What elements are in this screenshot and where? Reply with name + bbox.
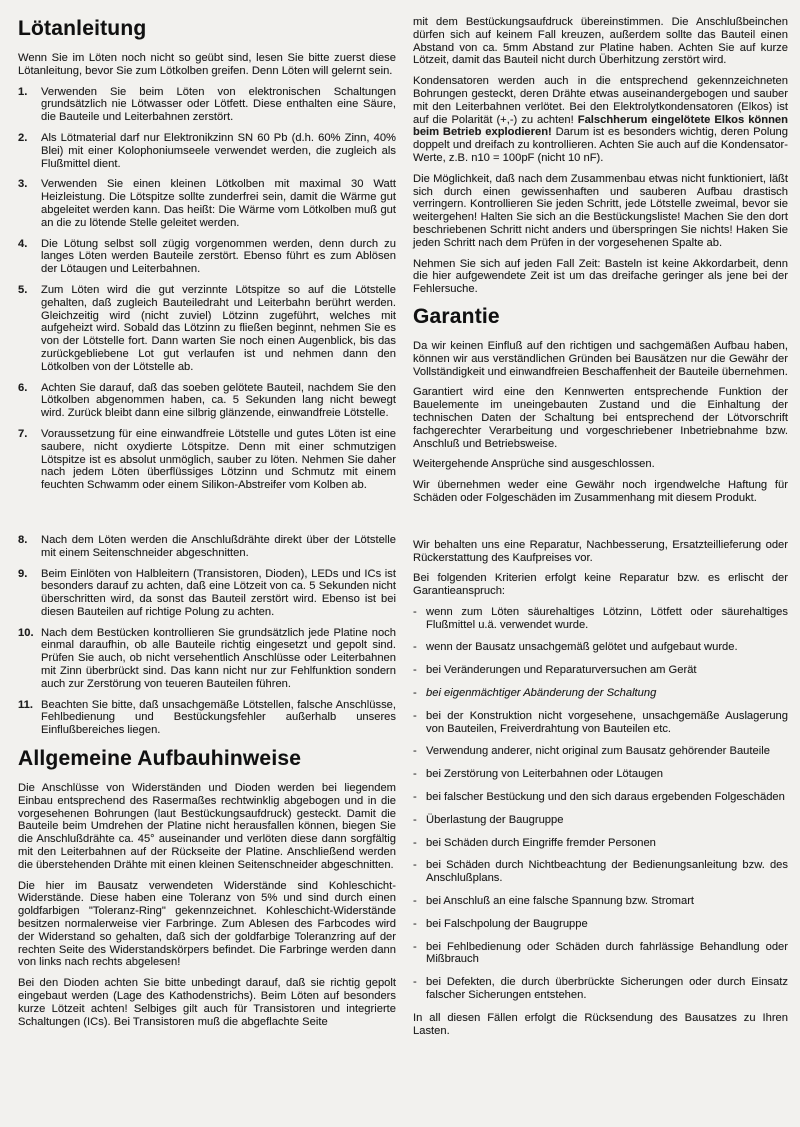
continuation-paragraph: mit dem Bestückungsaufdruck übereinstimmen. Die Anschlußbeinchen dürfen sich auf keinem Fall kreuzen, außerdem sollte das Bauteil einen Abstand von ca. 5mm Abstand zur Platine haben. Achten Sie auf kurze Lötzeit, damit das Bauteil nicht durch Überhitzung zerstört wird. bbox=[413, 16, 788, 67]
item-text: Zum Löten wird die gut verzinnte Lötspitze so auf die Lötstelle gehalten, daß zugleich Bauteiledraht und Leiterbahn berührt werden. Gleichzeitig wird (nicht zuviel) Lötzinn zugeführt, welches mit aufgeheizt wird. Sobald das Lötzinn zu fließen beginnt, nehmen Sie es von der Lötstelle fort. Dann warten Sie noch einen Augenblick, bis das zurückgebliebene Lot gut verlaufen ist und nehmen dann den Lötkolben von der Lötstelle ab. bbox=[41, 283, 396, 373]
dash-item bbox=[413, 895, 788, 908]
dash-item-text: bei der Konstruktion nicht vorgesehene, unsachgemäße Auslagerung von Bauteilen, Freiverdrahtung von Bauteilen etc. bbox=[426, 709, 788, 735]
dash-item-text: bei Schäden durch Eingriffe fremder Personen bbox=[426, 836, 656, 849]
left-column bbox=[18, 16, 396, 1045]
dash-item bbox=[413, 791, 788, 804]
text-segment: Kondensatoren werden auch in die entsprechend gekennzeichneten Bohrungen gesteckt, deren Drähte etwas auseinandergebogen und sauber mit den Leiterbahnen verlötet. Bei den Elektrolytkondensatoren (Elkos) ist auf die Polarität (+,-) zu achten! bbox=[413, 75, 788, 126]
kondensatoren-paragraph bbox=[413, 75, 788, 165]
soldering-steps-list-2 bbox=[18, 534, 396, 737]
bold-warning-text: Falschherum eingelötete Elkos können beim Betrieb explodieren! bbox=[413, 113, 788, 139]
closing-paragraph: In all diesen Fällen erfolgt die Rücksendung des Bausatzes zu Ihren Lasten. bbox=[413, 1011, 788, 1037]
item-text: Verwenden Sie beim Löten von elektronischen Schaltungen grundsätzlich nie Lötwasser oder Lötfett. Diese enthalten eine Säure, die Bauteile und Leiterbahnen zerstört. bbox=[41, 85, 396, 124]
dash-item-text: bei eigenmächtiger Abänderung der Schaltung bbox=[426, 687, 657, 700]
item-text: Achten Sie darauf, daß das soeben gelötete Bauteil, nachdem Sie den Lötkolben abgenommen haben, ca. 5 Sekunden lang nicht bewegt wird. Zurück bleibt dann eine silbrig glänzende, einwandfreie Lötstelle. bbox=[41, 381, 396, 420]
dash-item bbox=[413, 814, 788, 827]
dash-marker: - bbox=[413, 859, 417, 872]
dash-marker: - bbox=[413, 976, 417, 989]
moeglichkeit-paragraph: Die Möglichkeit, daß nach dem Zusammenbau etwas nicht funktioniert, läßt sich durch einen gewissenhaften und sauberen Aufbau drastisch verringern. Kontrollieren Sie jeden Schritt, jede Lötstelle zweimal, bevor sie weitergehen! Halten Sie sich an die Bestückungsliste! Machen Sie den dort beschriebenen Schritt nicht anders und überspringen Sie nichts! Haken Sie jeden Schritt nach dem Prüfen in der vorgesehenen Spalte ab. bbox=[413, 172, 788, 249]
dash-item bbox=[413, 710, 788, 736]
text-segment: Darum ist es besonders wichtig, deren Polung doppelt und dreifach zu kontrollieren. Achten Sie auch auf die Kondensator-Werte, z.B. n10 = 100pF (nicht 10 nF). bbox=[413, 126, 788, 164]
dash-marker: - bbox=[413, 836, 417, 849]
dash-item bbox=[413, 941, 788, 967]
item-text: Voraussetzung für eine einwandfreie Lötstelle und gutes Löten ist eine saubere, nicht oxydierte Lötspitze. Denn mit einer schmutzigen Lötspitze ist es absolut unmöglich, sauber zu löten. Nehmen Sie daher nach jedem Löten überflüssiges Lötzinn und Schmutz mit einem feuchten Schwamm oder einem Silikon-Abstreifer vom Kolben ab. bbox=[41, 427, 396, 492]
garantie-paragraph-2: Garantiert wird eine den Kennwerten entsprechende Funktion der Bauelemente im uneingebauten Zustand und die Einhaltung der technischen Daten der Schaltung bei entsprechend der Lötvorschrift fachgerechter Verarbeitung und vorgeschriebener Inbetriebnahme bzw. Anschluß und Betriebsweise. bbox=[413, 386, 788, 450]
page-title: Lötanleitung bbox=[18, 17, 147, 40]
item-text: Nach dem Bestücken kontrollieren Sie grundsätzlich jede Platine noch einmal daraufhin, ob alle Bauteile richtig eingesetzt und gepolt sind. Prüfen Sie auch, ob nicht versehentlich Anschlüsse oder Leiterbahnen mit Zinn überbrückt sind. Das kann nicht nur zur Fehlfunktion sondern auch zur Zerstörung von teueren Bauteilen führen. bbox=[41, 626, 396, 690]
dash-marker: - bbox=[413, 745, 417, 758]
reserve-paragraph: Wir behalten uns eine Reparatur, Nachbesserung, Ersatzteillieferung oder Rückerstattung des Kaufpreises vor. bbox=[413, 538, 788, 564]
item-text: Verwenden Sie einen kleinen Lötkolben mit maximal 30 Watt Heizleistung. Die Lötspitze sollte zunderfrei sein, damit die Wärme gut abgeleitet werden kann. Das heißt: Die Wärme vom Lötkolben muß gut an die zu lötende Stelle geleitet werden. bbox=[41, 178, 396, 229]
numbered-item bbox=[18, 699, 396, 737]
dash-marker: - bbox=[413, 813, 417, 826]
item-number: 9. bbox=[18, 567, 28, 580]
dash-item bbox=[413, 768, 788, 781]
item-text: Als Lötmaterial darf nur Elektronikzinn SN 60 Pb (d.h. 60% Zinn, 40% Blei) mit einer Kolophoniumseele verwendet werden, die zugleich als Flußmittel dient. bbox=[41, 131, 396, 170]
dash-marker: - bbox=[413, 917, 417, 930]
dash-marker: - bbox=[413, 940, 417, 953]
item-number: 3. bbox=[18, 178, 28, 191]
dash-item-text: bei Zerstörung von Leiterbahnen oder Lötaugen bbox=[426, 768, 663, 781]
zeit-paragraph: Nehmen Sie sich auf jeden Fall Zeit: Basteln ist keine Akkordarbeit, denn die hier aufgewendete Zeit ist um das dreifache geringer als jene bei der Fehlersuche. bbox=[413, 257, 788, 296]
dash-item-text: bei Falschpolung der Baugruppe bbox=[426, 917, 588, 930]
dash-item bbox=[413, 641, 788, 654]
section-title-aufbauhinweise: Allgemeine Aufbauhinweise bbox=[18, 747, 302, 771]
dash-item-text: bei falscher Bestückung und den sich daraus ergebenden Folgeschäden bbox=[426, 791, 785, 804]
item-number: 5. bbox=[18, 283, 28, 296]
item-text: Beachten Sie bitte, daß unsachgemäße Lötstellen, falsche Anschlüsse, Fehlbedienung und Bestückungsfehler außerhalb unseres Einflußbereiches liegen. bbox=[41, 698, 396, 737]
item-number: 10. bbox=[18, 626, 34, 639]
dash-item bbox=[413, 976, 788, 1002]
exclusion-list bbox=[413, 606, 788, 1002]
numbered-item bbox=[18, 132, 396, 170]
aufbau-paragraph-1: Die Anschlüsse von Widerständen und Dioden werden bei liegendem Einbau entsprechend des Rasermaßes rechtwinklig abgebogen und in die vorgesehenen Bohrungen (laut Bestückungsaufdruck) gesteckt. Damit die Bauteile beim Umdrehen der Platine nicht herausfallen können, biegen Sie die Anschlußdrähte ca. 45° auseinander und verlöten diese dann sorgfältig mit den Leiterbahnen auf der Rückseite der Platine. Anschließend werden die überstehenden Drähte mit einen kleinen Seitenschneider abgeschnitten. bbox=[18, 782, 396, 871]
dash-item bbox=[413, 859, 788, 885]
item-text: Nach dem Löten werden die Anschlußdrähte direkt über der Lötstelle mit einem Seitenschneider abgeschnitten. bbox=[41, 533, 396, 559]
aufbau-paragraph-2: Die hier im Bausatz verwendeten Widerstände sind Kohleschicht-Widerstände. Diese haben eine Toleranz von 5% und sind durch einen goldfarbigen "Toleranz-Ring" gekennzeichnet. Kohleschicht-Widerstände besitzen normalerweise vier Farbringe. Zum Ablesen des Farbcodes wird der Widerstand so gehalten, daß sich der goldfarbige Toleranzring auf der rechten Seite des Widerstandskörpers befindet. Die Farbringe werden dann von links nach rechts abgelesen! bbox=[18, 879, 396, 969]
dash-item-text: Überlastung der Baugruppe bbox=[426, 813, 564, 826]
dash-item bbox=[413, 687, 788, 700]
dash-marker: - bbox=[413, 664, 417, 677]
dash-marker: - bbox=[413, 641, 417, 654]
dash-marker: - bbox=[413, 791, 417, 804]
aufbau-paragraph-3: Bei den Dioden achten Sie bitte unbedingt darauf, daß sie richtig gepolt eingebaut werden (Lage des Kathodenstrichs). Beim Löten auf besonders kurze Lötzeit achten! Selbiges gilt auch für Transistoren und integrierte Schaltungen (ICs). Bei Transistoren muß die abgeflachte Seite bbox=[18, 977, 396, 1028]
soldering-steps-list-1 bbox=[18, 86, 396, 492]
item-number: 2. bbox=[18, 131, 28, 144]
dash-item-text: Verwendung anderer, nicht original zum Bausatz gehörender Bauteile bbox=[426, 745, 770, 758]
intro-paragraph: Wenn Sie im Löten noch nicht so geübt sind, lesen Sie bitte zuerst diese Lötanleitung, bevor Sie zum Lötkolben greifen. Denn Löten will gelernt sein. bbox=[18, 52, 396, 77]
dash-item-text: wenn der Bausatz unsachgemäß gelötet und aufgebaut wurde. bbox=[426, 641, 738, 654]
dash-item bbox=[413, 837, 788, 850]
dash-marker: - bbox=[413, 768, 417, 781]
dash-item-text: bei Fehlbedienung oder Schäden durch fahrlässige Behandlung oder Mißbrauch bbox=[426, 940, 788, 966]
dash-item bbox=[413, 918, 788, 931]
item-number: 8. bbox=[18, 533, 28, 546]
dash-marker: - bbox=[413, 687, 417, 700]
dash-item bbox=[413, 664, 788, 677]
criteria-intro-paragraph: Bei folgenden Kriterien erfolgt keine Reparatur bzw. es erlischt der Garantieanspruch: bbox=[413, 572, 788, 598]
dash-marker: - bbox=[413, 709, 417, 722]
dash-item bbox=[413, 606, 788, 632]
item-number: 4. bbox=[18, 237, 28, 250]
dash-marker: - bbox=[413, 895, 417, 908]
item-number: 6. bbox=[18, 381, 28, 394]
dash-item-text: bei Anschluß an eine falsche Spannung bzw. Stromart bbox=[426, 895, 695, 908]
garantie-paragraph-3: Weitergehende Ansprüche sind ausgeschlossen. bbox=[413, 458, 655, 471]
item-text: Beim Einlöten von Halbleitern (Transistoren, Dioden), LEDs und ICs ist besonders darauf zu achten, daß eine Lötzeit von ca. 5 Sekunden nicht überschritten wird, da sonst das Bauteil zerstört wird. Ebenso ist bei diesen Bauteilen auf richtige Polung zu achten. bbox=[41, 567, 396, 618]
numbered-item bbox=[18, 428, 396, 492]
numbered-item bbox=[18, 534, 396, 560]
dash-item-text: bei Veränderungen und Reparaturversuchen am Gerät bbox=[426, 664, 697, 677]
item-number: 1. bbox=[18, 85, 28, 98]
numbered-item bbox=[18, 238, 396, 276]
dash-item bbox=[413, 745, 788, 758]
item-text: Die Lötung selbst soll zügig vorgenommen werden, denn durch zu langes Löten werden Bauteile zerstört. Ebenso führt es zum Ablösen der Lötaugen und Leiterbahnen. bbox=[41, 237, 396, 276]
numbered-item bbox=[18, 178, 396, 229]
garantie-paragraph-1: Da wir keinen Einfluß auf den richtigen und sachgemäßen Aufbau haben, können wir aus verständlichen Gründen bei Bausätzen nur die Gewähr der Vollständigkeit und einwandfreien Beschaffenheit der Bauteile übernehmen. bbox=[413, 339, 788, 378]
section-title-garantie: Garantie bbox=[413, 304, 500, 328]
dash-item-text: wenn zum Löten säurehaltiges Lötzinn, Lötfett oder säurehaltiges Flußmittel u.ä. verwendet wurde. bbox=[426, 605, 788, 631]
dash-marker: - bbox=[413, 605, 417, 618]
numbered-item bbox=[18, 627, 396, 691]
numbered-item bbox=[18, 284, 396, 374]
numbered-item bbox=[18, 568, 396, 619]
numbered-item bbox=[18, 382, 396, 420]
dash-item-text: bei Schäden durch Nichtbeachtung der Bedienungsanleitung bzw. des Anschlußplans. bbox=[426, 859, 788, 885]
right-column bbox=[413, 16, 788, 1045]
item-number: 7. bbox=[18, 427, 28, 440]
numbered-item bbox=[18, 86, 396, 124]
dash-item-text: bei Defekten, die durch überbrückte Sicherungen oder durch Einsatz falscher Sicherungen entstehen. bbox=[426, 976, 788, 1002]
garantie-paragraph-4: Wir übernehmen weder eine Gewähr noch irgendwelche Haftung für Schäden oder Folgeschäden im Zusammenhang mit diesem Produkt. bbox=[413, 479, 788, 504]
item-number: 11. bbox=[18, 698, 33, 711]
